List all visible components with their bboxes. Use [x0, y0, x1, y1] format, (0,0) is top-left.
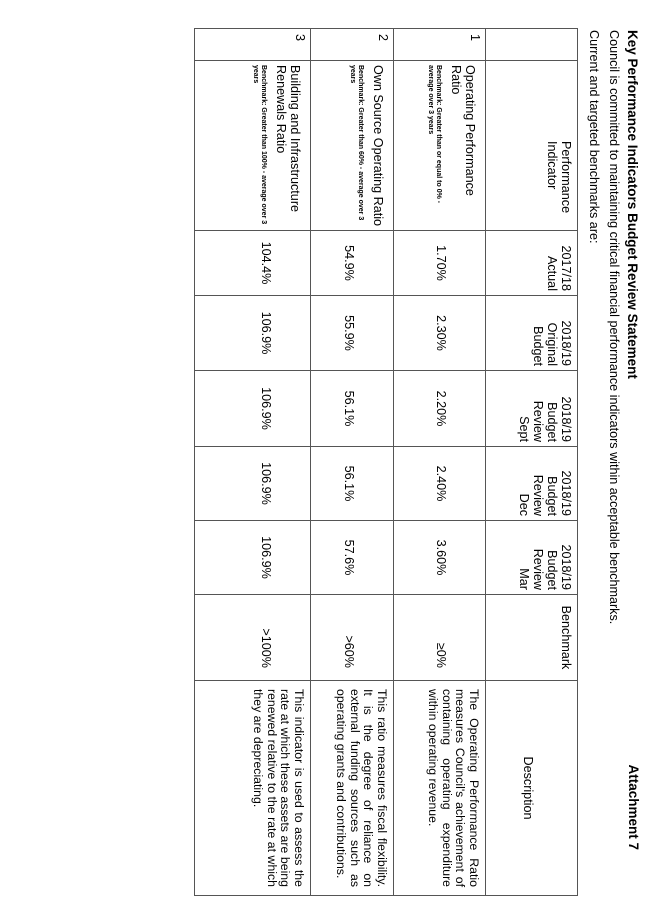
row-number: 1 [394, 29, 486, 61]
table-row [311, 29, 394, 896]
value-dec: 2.40% [394, 447, 486, 521]
description-text: This ratio measures fiscal flexibility. It is the degree of reliance on external funding sources such as operating grants and contributions. [311, 681, 394, 896]
table-row [394, 29, 486, 896]
value-original: 106.9% [195, 296, 311, 371]
indicator-name: Building and Infrastructure Renewals Ratio [274, 65, 302, 213]
header-original: 2018/19 Original Budget [486, 296, 578, 371]
value-actual: 1.70% [394, 231, 486, 296]
value-dec: 106.9% [195, 447, 311, 521]
value-dec: 56.1% [311, 447, 394, 521]
table-row [195, 29, 311, 896]
description-text: This indicator is used to assess the rate at which these assets are being renewed relative to the rate at which they are depreciating. [195, 681, 311, 896]
header-mar: 2018/19 Budget Review Mar [486, 521, 578, 595]
row-number: 3 [195, 29, 311, 61]
indicator-name: Operating Performance Ratio [449, 65, 477, 196]
benchmark-note: Benchmark: Greater than 60% - average over 3 years [349, 65, 364, 221]
value-actual: 54.9% [311, 231, 394, 296]
header-benchmark: Benchmark [486, 595, 578, 681]
indicator-cell [311, 61, 394, 231]
header-sept: 2018/19 Budget Review Sept [486, 371, 578, 447]
benchmark-value: >60% [311, 595, 394, 681]
value-mar: 3.60% [394, 521, 486, 595]
value-original: 2.30% [394, 296, 486, 371]
attachment-label: Attachment 7 [626, 764, 641, 850]
benchmark-value: >100% [195, 595, 311, 681]
row-number: 2 [311, 29, 394, 61]
kpi-table [194, 28, 578, 896]
header-row [486, 29, 578, 896]
value-sept: 56.1% [311, 371, 394, 447]
indicator-name: Own Source Operating Ratio [371, 65, 385, 227]
value-actual: 104.4% [195, 231, 311, 296]
indicator-cell [195, 61, 311, 231]
benchmark-value: ≥0% [394, 595, 486, 681]
subintro-text: Current and targeted benchmarks are: [587, 30, 601, 244]
header-indicator: Performance Indicator [486, 61, 578, 231]
benchmark-note: Benchmark: Greater than 100% - average over 3 years [252, 65, 267, 225]
value-original: 55.9% [311, 296, 394, 371]
header-num [486, 29, 578, 61]
description-text: The Operating Performance Ratio measures Council's achievement of containing operating expenditure within operating revenue. [394, 681, 486, 896]
value-sept: 106.9% [195, 371, 311, 447]
header-dec: 2018/19 Budget Review Dec [486, 447, 578, 521]
benchmark-note: Benchmark: Greater than or equal to 0% - average over 3 years [427, 65, 442, 204]
header-actual: 2017/18 Actual [486, 231, 578, 296]
indicator-cell [394, 61, 486, 231]
value-mar: 106.9% [195, 521, 311, 595]
title-bar [621, 30, 641, 850]
header-description: Description [486, 681, 578, 896]
value-sept: 2.20% [394, 371, 486, 447]
value-mar: 57.6% [311, 521, 394, 595]
page-title: Key Performance Indicators Budget Review Statement [625, 30, 640, 379]
intro-text: Council is committed to maintaining critical financial performance indicators within acceptable benchmarks. [607, 30, 621, 625]
